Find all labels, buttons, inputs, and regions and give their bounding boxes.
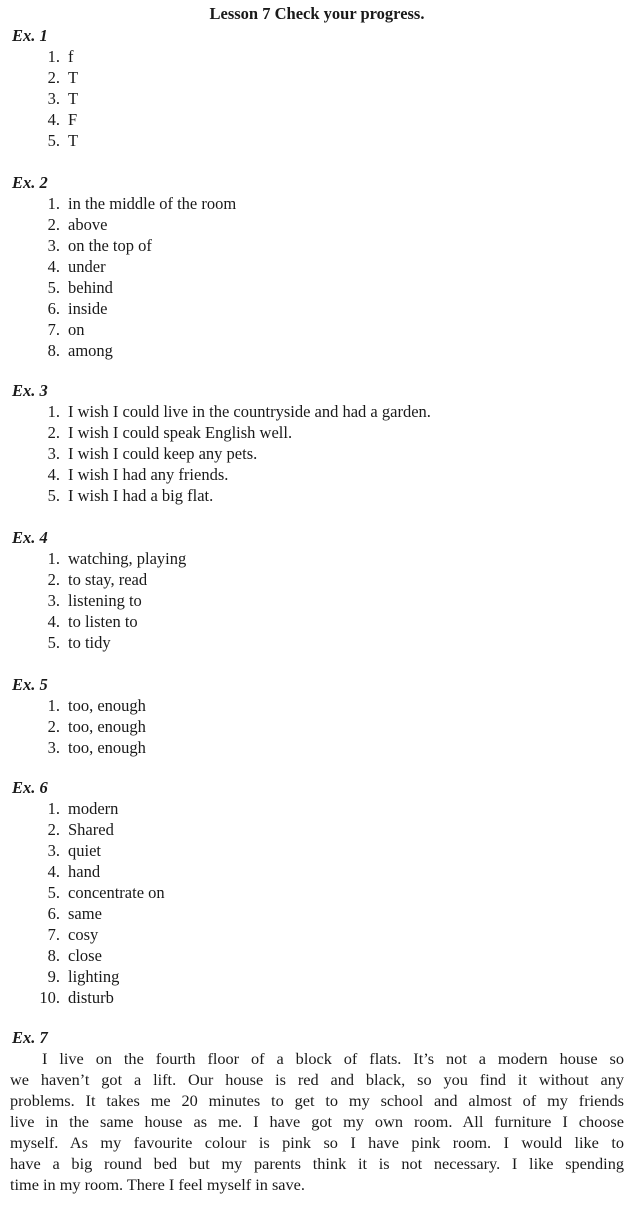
item-number: 8. <box>47 946 60 965</box>
item-number: 7. <box>47 925 60 944</box>
item-number: 4. <box>47 862 60 881</box>
item-number: 3. <box>47 738 60 757</box>
answer-list <box>0 401 634 506</box>
item-number: 7. <box>47 320 60 339</box>
item-number: 3. <box>47 591 60 610</box>
list-item <box>0 485 634 506</box>
item-number: 5. <box>47 131 60 150</box>
answer-list <box>0 193 634 361</box>
list-item <box>0 798 634 819</box>
paragraph-line: myself. As my favourite colour is pink so I have pink room. I would like to <box>10 1133 624 1152</box>
item-number: 5. <box>47 883 60 902</box>
list-item <box>0 945 634 966</box>
list-item <box>0 716 634 737</box>
item-number: 3. <box>47 236 60 255</box>
item-answer: to listen to <box>68 612 138 631</box>
item-answer: lighting <box>68 967 120 986</box>
list-item <box>0 214 634 235</box>
item-answer: on <box>68 320 85 339</box>
answer-list <box>0 548 634 653</box>
item-answer: same <box>68 904 102 923</box>
item-number: 4. <box>47 465 60 484</box>
item-answer: in the middle of the room <box>68 194 237 213</box>
list-item <box>0 590 634 611</box>
essay-paragraph <box>10 1048 624 1195</box>
paragraph-line: problems. It takes me 20 minutes to get to my school and almost of my friends <box>10 1091 624 1110</box>
list-item <box>0 193 634 214</box>
item-answer: I wish I had any friends. <box>68 465 229 484</box>
list-item <box>0 235 634 256</box>
item-number: 2. <box>47 570 60 589</box>
list-item <box>0 840 634 861</box>
paragraph-line: I live on the fourth floor of a block of flats. It’s not a modern house so <box>42 1049 624 1068</box>
list-item <box>0 695 634 716</box>
item-number: 8. <box>47 341 60 360</box>
list-item <box>0 861 634 882</box>
list-item <box>0 737 634 758</box>
exercise-heading: Ex. 7 <box>12 1028 48 1047</box>
exercise-heading: Ex. 1 <box>12 26 48 45</box>
item-answer: listening to <box>68 591 142 610</box>
item-number: 3. <box>47 444 60 463</box>
list-item <box>0 548 634 569</box>
list-item <box>0 987 634 1008</box>
list-item <box>0 819 634 840</box>
item-answer: to stay, read <box>68 570 148 589</box>
item-number: 4. <box>47 110 60 129</box>
item-answer: watching, playing <box>68 549 187 568</box>
item-answer: cosy <box>68 925 99 944</box>
item-number: 3. <box>47 841 60 860</box>
paragraph-line: have a big round bed but my parents think it is not necessary. I like spending <box>10 1154 624 1173</box>
item-answer: too, enough <box>68 717 146 736</box>
exercise-heading: Ex. 4 <box>12 528 48 547</box>
paragraph-line: we haven’t got a lift. Our house is red and black, so you find it without any <box>10 1070 624 1089</box>
item-answer: I wish I could speak English well. <box>68 423 293 442</box>
list-item <box>0 569 634 590</box>
item-answer: Shared <box>68 820 114 839</box>
list-item <box>0 966 634 987</box>
list-item <box>0 67 634 88</box>
item-answer: concentrate on <box>68 883 165 902</box>
item-answer: f <box>68 47 74 66</box>
item-answer: to tidy <box>68 633 111 652</box>
list-item <box>0 632 634 653</box>
list-item <box>0 130 634 151</box>
item-number: 2. <box>47 215 60 234</box>
item-number: 4. <box>47 612 60 631</box>
item-answer: inside <box>68 299 108 318</box>
item-number: 2. <box>47 423 60 442</box>
item-number: 1. <box>47 799 60 818</box>
item-number: 2. <box>47 717 60 736</box>
list-item <box>0 611 634 632</box>
item-number: 6. <box>47 904 60 923</box>
item-number: 3. <box>47 89 60 108</box>
list-item <box>0 88 634 109</box>
item-number: 1. <box>47 47 60 66</box>
item-number: 6. <box>47 299 60 318</box>
item-answer: quiet <box>68 841 101 860</box>
item-answer: modern <box>68 799 119 818</box>
item-answer: on the top of <box>68 236 152 255</box>
item-number: 5. <box>47 278 60 297</box>
list-item <box>0 464 634 485</box>
answer-list <box>0 695 634 758</box>
item-number: 10. <box>39 988 60 1007</box>
item-answer: under <box>68 257 106 276</box>
item-number: 1. <box>47 696 60 715</box>
item-answer: disturb <box>68 988 114 1007</box>
list-item <box>0 298 634 319</box>
item-answer: T <box>68 68 79 87</box>
exercise-heading: Ex. 3 <box>12 381 48 400</box>
item-number: 5. <box>47 633 60 652</box>
list-item <box>0 340 634 361</box>
item-answer: F <box>68 110 78 129</box>
item-answer: hand <box>68 862 101 881</box>
page-title: Lesson 7 Check your progress. <box>209 4 425 23</box>
item-number: 2. <box>47 68 60 87</box>
exercise-heading: Ex. 6 <box>12 778 48 797</box>
item-number: 9. <box>47 967 60 986</box>
list-item <box>0 109 634 130</box>
paragraph-line: live in the same house as me. I have got my own room. All furniture I choose <box>10 1112 624 1131</box>
item-number: 1. <box>47 549 60 568</box>
list-item <box>0 46 634 67</box>
list-item <box>0 256 634 277</box>
item-answer: above <box>68 215 108 234</box>
item-answer: too, enough <box>68 738 146 757</box>
item-answer: T <box>68 131 79 150</box>
list-item <box>0 443 634 464</box>
list-item <box>0 924 634 945</box>
item-answer: I wish I could live in the countryside and had a garden. <box>68 402 431 421</box>
item-number: 1. <box>47 402 60 421</box>
exercise-heading: Ex. 5 <box>12 675 48 694</box>
list-item <box>0 401 634 422</box>
item-answer: I wish I could keep any pets. <box>68 444 258 463</box>
exercise-heading: Ex. 2 <box>12 173 48 192</box>
list-item <box>0 882 634 903</box>
list-item <box>0 422 634 443</box>
list-item <box>0 903 634 924</box>
item-number: 1. <box>47 194 60 213</box>
item-answer: too, enough <box>68 696 146 715</box>
item-number: 2. <box>47 820 60 839</box>
item-answer: close <box>68 946 102 965</box>
answer-list <box>0 798 634 1008</box>
item-answer: behind <box>68 278 113 297</box>
item-number: 5. <box>47 486 60 505</box>
paragraph-line: time in my room. There I feel myself in save. <box>10 1175 305 1194</box>
item-answer: I wish I had a big flat. <box>68 486 214 505</box>
list-item <box>0 319 634 340</box>
item-answer: T <box>68 89 79 108</box>
item-answer: among <box>68 341 113 360</box>
answer-list <box>0 46 634 151</box>
list-item <box>0 277 634 298</box>
item-number: 4. <box>47 257 60 276</box>
